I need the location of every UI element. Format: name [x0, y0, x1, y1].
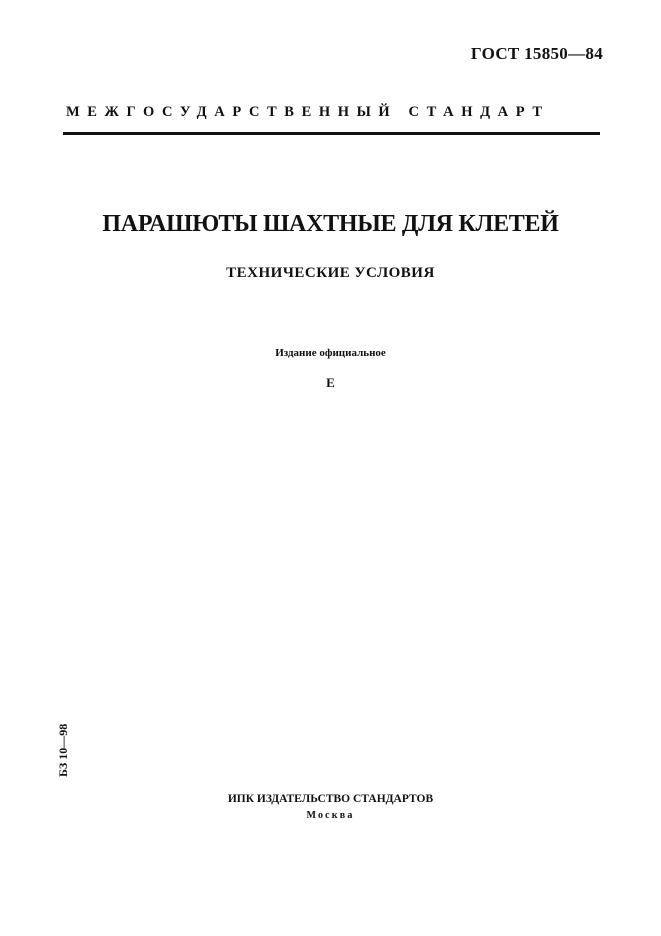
- edition-mark: Е: [326, 375, 335, 390]
- publisher-city: Москва: [306, 810, 355, 821]
- document-subtitle: ТЕХНИЧЕСКИЕ УСЛОВИЯ: [226, 265, 435, 281]
- standard-type-heading: МЕЖГОСУДАРСТВЕННЫЙ СТАНДАРТ: [66, 104, 550, 120]
- document-title: ПАРАШЮТЫ ШАХТНЫЕ ДЛЯ КЛЕТЕЙ: [102, 211, 559, 237]
- publisher-name: ИПК ИЗДАТЕЛЬСТВО СТАНДАРТОВ: [227, 793, 434, 805]
- document-number: ГОСТ 15850—84: [470, 44, 603, 63]
- edition-label: Издание официальное: [275, 347, 386, 359]
- side-code: БЗ 10—98: [56, 723, 70, 777]
- header-rule: [63, 132, 600, 135]
